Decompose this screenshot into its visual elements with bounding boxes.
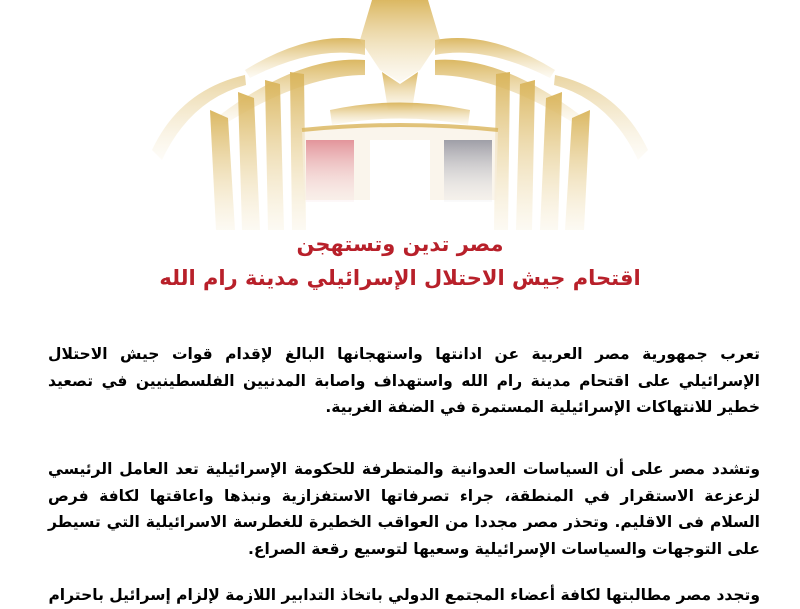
document-title-line-2: اقتحام جيش الاحتلال الإسرائيلي مدينة رام الله: [159, 266, 641, 290]
shield-icon: [302, 125, 498, 202]
eagle-emblem-icon: [150, 0, 650, 230]
paragraph-2: وتشدد مصر على أن السياسات العدوانية والمتطرفة للحكومة الإسرائيلية تعد العامل الرئيسي لزعزعة الاستقرار في المنطقة، جراء تصرفاتها الاستفزازية ونبذها واعاقتها لكافة فرص السلام فى الاقليم. وتحذر مصر مجددا من العواقب الخطيرة للغطرسة الاسرائيلية التي تسيطر على التوجهات والسياسات الإسرائيلية وسعيها لتوسيع رقعة الصراع.: [48, 460, 760, 558]
eagle-body-icon: [330, 103, 470, 126]
document-title-line-1: مصر تدين وتستهجن: [296, 232, 504, 256]
paragraph-1: تعرب جمهورية مصر العربية عن ادانتها واستهجانها البالغ لإقدام قوات جيش الاحتلال الإسرائيلي على اقتحام مدينة رام الله واستهداف واصابة المدنيين الفلسطينيين في تصعيد خطير للانتهاكات الإسرائيلية المستمرة في الضفة الغربية.: [48, 345, 760, 416]
paragraph-3: وتجدد مصر مطالبتها لكافة أعضاء المجتمع الدولي باتخاذ التدابير اللازمة لإلزام إسرائيل باحترام: [48, 586, 760, 604]
eagle-head-icon: [360, 0, 440, 110]
